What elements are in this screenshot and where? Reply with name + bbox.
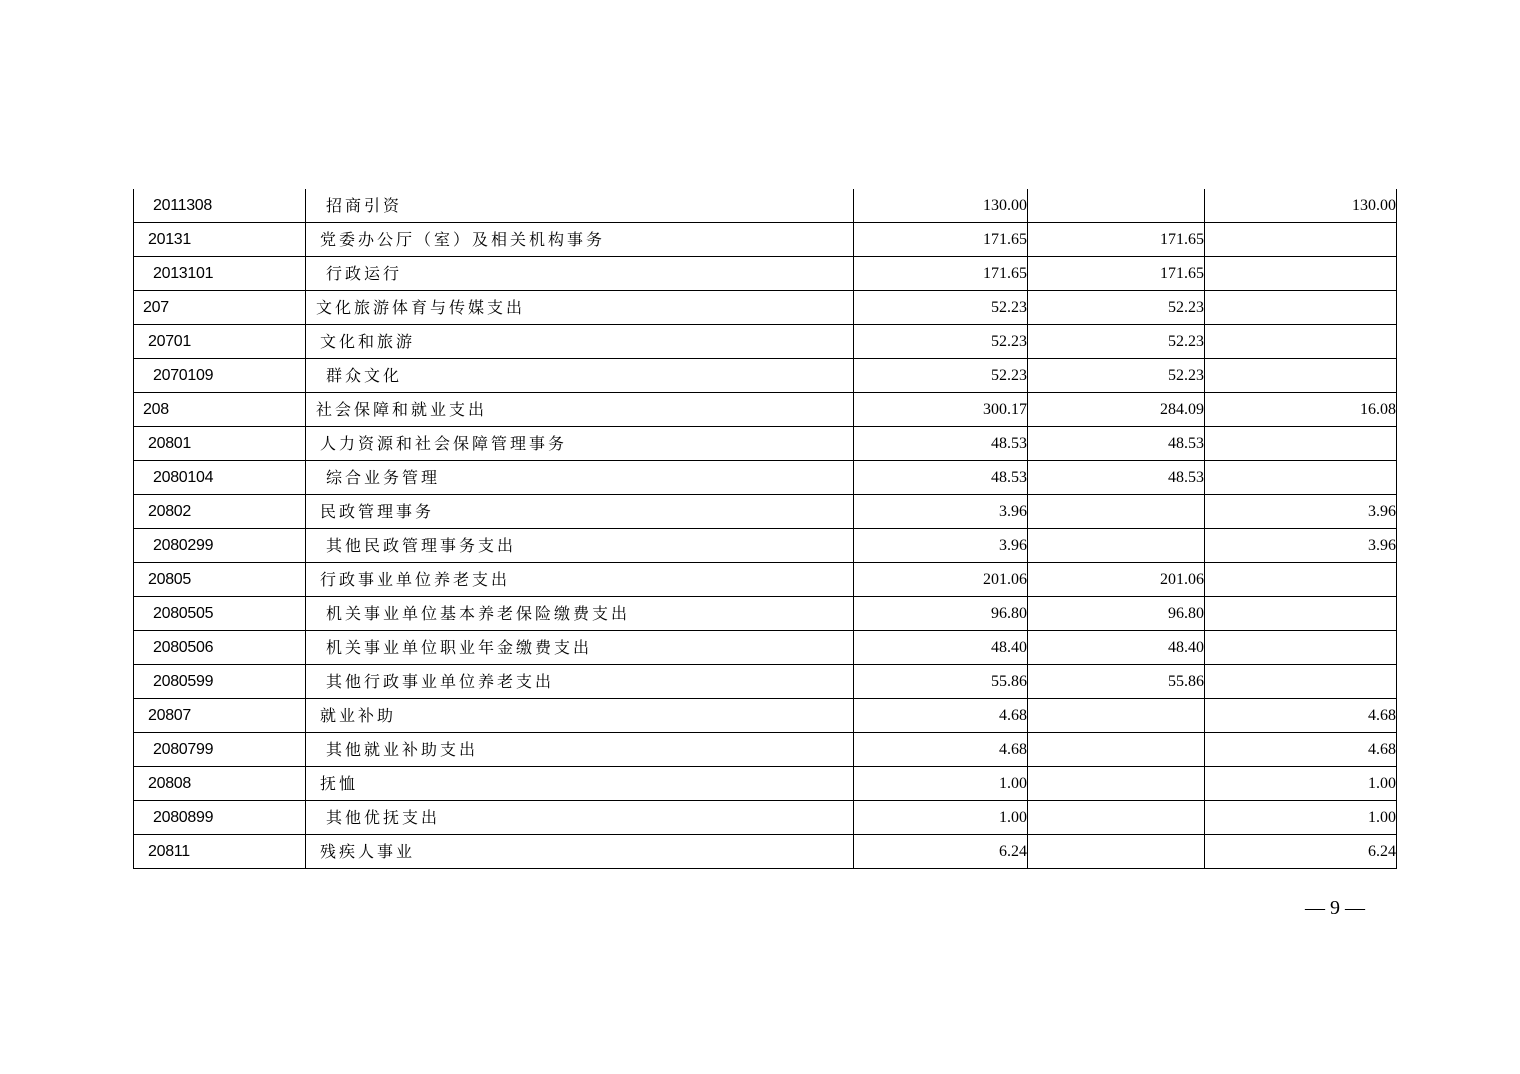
basic-expenditure-cell [1028, 189, 1205, 223]
subject-name-cell: 行政事业单位养老支出 [306, 563, 854, 597]
subject-name-cell: 其他就业补助支出 [306, 733, 854, 767]
total-amount-cell: 130.00 [854, 189, 1028, 223]
project-expenditure-cell: 1.00 [1205, 767, 1397, 801]
table-row [134, 631, 1397, 665]
table-row [134, 597, 1397, 631]
project-expenditure-cell [1205, 631, 1397, 665]
total-amount-cell: 52.23 [854, 325, 1028, 359]
table-row [134, 665, 1397, 699]
subject-code-cell: 20805 [134, 563, 306, 597]
subject-code-cell: 2080299 [134, 529, 306, 563]
table-row [134, 733, 1397, 767]
subject-code-cell: 20811 [134, 835, 306, 869]
table-row [134, 291, 1397, 325]
basic-expenditure-cell [1028, 699, 1205, 733]
basic-expenditure-cell: 48.40 [1028, 631, 1205, 665]
subject-code-cell: 207 [134, 291, 306, 325]
basic-expenditure-cell: 171.65 [1028, 223, 1205, 257]
subject-code-cell: 20807 [134, 699, 306, 733]
subject-code-cell: 2080506 [134, 631, 306, 665]
subject-name-cell: 文化和旅游 [306, 325, 854, 359]
subject-name-cell: 行政运行 [306, 257, 854, 291]
table-row [134, 563, 1397, 597]
project-expenditure-cell [1205, 257, 1397, 291]
table-row [134, 699, 1397, 733]
table-row [134, 427, 1397, 461]
budget-table-body [134, 189, 1397, 869]
page-number: — 9 — [1305, 897, 1365, 919]
subject-name-cell: 机关事业单位基本养老保险缴费支出 [306, 597, 854, 631]
total-amount-cell: 52.23 [854, 291, 1028, 325]
project-expenditure-cell [1205, 665, 1397, 699]
basic-expenditure-cell [1028, 529, 1205, 563]
subject-code-cell: 208 [134, 393, 306, 427]
subject-code-cell: 2013101 [134, 257, 306, 291]
basic-expenditure-cell: 201.06 [1028, 563, 1205, 597]
basic-expenditure-cell [1028, 495, 1205, 529]
subject-code-cell: 20808 [134, 767, 306, 801]
total-amount-cell: 171.65 [854, 257, 1028, 291]
subject-name-cell: 其他优抚支出 [306, 801, 854, 835]
subject-code-cell: 2080599 [134, 665, 306, 699]
project-expenditure-cell [1205, 223, 1397, 257]
project-expenditure-cell: 3.96 [1205, 495, 1397, 529]
project-expenditure-cell: 6.24 [1205, 835, 1397, 869]
project-expenditure-cell [1205, 427, 1397, 461]
subject-name-cell: 党委办公厅（室）及相关机构事务 [306, 223, 854, 257]
subject-name-cell: 就业补助 [306, 699, 854, 733]
table-row [134, 359, 1397, 393]
total-amount-cell: 48.40 [854, 631, 1028, 665]
subject-code-cell: 2080505 [134, 597, 306, 631]
subject-code-cell: 2011308 [134, 189, 306, 223]
subject-name-cell: 残疾人事业 [306, 835, 854, 869]
subject-code-cell: 2080899 [134, 801, 306, 835]
table-row [134, 325, 1397, 359]
subject-name-cell: 抚恤 [306, 767, 854, 801]
subject-name-cell: 招商引资 [306, 189, 854, 223]
basic-expenditure-cell: 48.53 [1028, 461, 1205, 495]
subject-name-cell: 人力资源和社会保障管理事务 [306, 427, 854, 461]
budget-table [133, 189, 1397, 869]
subject-name-cell: 民政管理事务 [306, 495, 854, 529]
basic-expenditure-cell: 48.53 [1028, 427, 1205, 461]
subject-name-cell: 其他行政事业单位养老支出 [306, 665, 854, 699]
project-expenditure-cell: 3.96 [1205, 529, 1397, 563]
basic-expenditure-cell: 52.23 [1028, 291, 1205, 325]
total-amount-cell: 1.00 [854, 801, 1028, 835]
total-amount-cell: 6.24 [854, 835, 1028, 869]
project-expenditure-cell: 1.00 [1205, 801, 1397, 835]
total-amount-cell: 96.80 [854, 597, 1028, 631]
subject-name-cell: 综合业务管理 [306, 461, 854, 495]
total-amount-cell: 4.68 [854, 733, 1028, 767]
total-amount-cell: 3.96 [854, 529, 1028, 563]
project-expenditure-cell [1205, 597, 1397, 631]
subject-code-cell: 20701 [134, 325, 306, 359]
basic-expenditure-cell: 284.09 [1028, 393, 1205, 427]
table-row [134, 461, 1397, 495]
subject-code-cell: 2070109 [134, 359, 306, 393]
table-row [134, 767, 1397, 801]
total-amount-cell: 171.65 [854, 223, 1028, 257]
total-amount-cell: 300.17 [854, 393, 1028, 427]
table-row [134, 801, 1397, 835]
subject-code-cell: 20801 [134, 427, 306, 461]
basic-expenditure-cell: 55.86 [1028, 665, 1205, 699]
basic-expenditure-cell [1028, 801, 1205, 835]
basic-expenditure-cell [1028, 767, 1205, 801]
subject-name-cell: 其他民政管理事务支出 [306, 529, 854, 563]
total-amount-cell: 1.00 [854, 767, 1028, 801]
table-row [134, 495, 1397, 529]
subject-name-cell: 文化旅游体育与传媒支出 [306, 291, 854, 325]
table-row [134, 835, 1397, 869]
total-amount-cell: 55.86 [854, 665, 1028, 699]
total-amount-cell: 201.06 [854, 563, 1028, 597]
subject-code-cell: 2080799 [134, 733, 306, 767]
subject-name-cell: 机关事业单位职业年金缴费支出 [306, 631, 854, 665]
project-expenditure-cell [1205, 461, 1397, 495]
basic-expenditure-cell: 171.65 [1028, 257, 1205, 291]
project-expenditure-cell [1205, 563, 1397, 597]
table-row [134, 223, 1397, 257]
total-amount-cell: 48.53 [854, 427, 1028, 461]
table-row [134, 529, 1397, 563]
subject-code-cell: 20802 [134, 495, 306, 529]
basic-expenditure-cell: 52.23 [1028, 325, 1205, 359]
table-row [134, 393, 1397, 427]
subject-code-cell: 20131 [134, 223, 306, 257]
project-expenditure-cell [1205, 291, 1397, 325]
total-amount-cell: 52.23 [854, 359, 1028, 393]
project-expenditure-cell: 4.68 [1205, 733, 1397, 767]
project-expenditure-cell [1205, 325, 1397, 359]
total-amount-cell: 3.96 [854, 495, 1028, 529]
basic-expenditure-cell: 96.80 [1028, 597, 1205, 631]
total-amount-cell: 4.68 [854, 699, 1028, 733]
project-expenditure-cell [1205, 359, 1397, 393]
project-expenditure-cell: 16.08 [1205, 393, 1397, 427]
basic-expenditure-cell [1028, 835, 1205, 869]
subject-code-cell: 2080104 [134, 461, 306, 495]
table-row [134, 257, 1397, 291]
table-row [134, 189, 1397, 223]
subject-name-cell: 群众文化 [306, 359, 854, 393]
project-expenditure-cell: 4.68 [1205, 699, 1397, 733]
basic-expenditure-cell [1028, 733, 1205, 767]
basic-expenditure-cell: 52.23 [1028, 359, 1205, 393]
project-expenditure-cell: 130.00 [1205, 189, 1397, 223]
subject-name-cell: 社会保障和就业支出 [306, 393, 854, 427]
total-amount-cell: 48.53 [854, 461, 1028, 495]
